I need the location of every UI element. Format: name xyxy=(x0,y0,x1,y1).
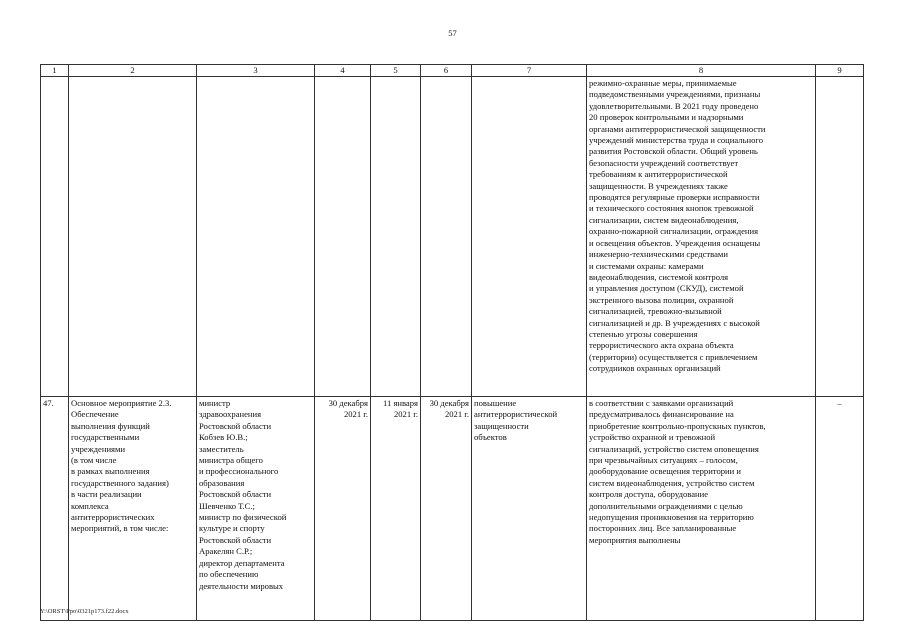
column-header: 6 xyxy=(421,65,472,77)
cell-execution-info: в соответствии с заявками организаций предусматривалось финансирование на приобретение контрольно-пропускных пунктов, устройство охранной и тревожной сигнализаций, устройство систем оповещения при чрезвычайных ситуациях – голосом, дооборудование освещения территории и систем видеонаблюдения, устройство систем контроля доступа, оборудование дополнительными ограждениями с целью недопущения проникновения на территорию посторонних лиц. Все запланированные мероприятия выполнены xyxy=(587,397,816,621)
cell-empty xyxy=(421,77,472,397)
cell-empty xyxy=(816,77,864,397)
cell-expected-result: повышение антитеррористической защищенности объектов xyxy=(472,397,587,621)
footer-file-path: Y:\ORST\Ppo\0321p173.f22.docx xyxy=(40,608,129,615)
column-header: 5 xyxy=(371,65,421,77)
column-header: 9 xyxy=(816,65,864,77)
cell-executors: министр здравоохранения Ростовской области Кобзев Ю.В.; заместитель министра общего и профессионального образования Ростовской области Шевченко Т.С.; министр по физической культуре и спорту Ростовской области Аракелян С.Р.; директор департамента по обеспечению деятельности мировых xyxy=(197,397,315,621)
cell-measure-name: Основное мероприятие 2.3. Обеспечение выполнения функций государственными учреждениями (в том числе в рамках выполнения государственного задания) в части реализации комплекса антитеррористических мероприятий, в том числе: xyxy=(69,397,197,621)
column-header: 2 xyxy=(69,65,197,77)
column-header: 7 xyxy=(472,65,587,77)
column-header: 8 xyxy=(587,65,816,77)
cell-planned-date: 30 декабря 2021 г. xyxy=(315,397,371,621)
table-row-47 xyxy=(41,397,864,621)
cell-actual-end-date: 30 декабря 2021 г. xyxy=(421,397,472,621)
cell-empty xyxy=(197,77,315,397)
cell-actual-start-date: 11 января 2021 г. xyxy=(371,397,421,621)
column-header: 1 xyxy=(41,65,69,77)
column-header: 4 xyxy=(315,65,371,77)
cell-empty xyxy=(472,77,587,397)
cell-empty xyxy=(371,77,421,397)
column-header: 3 xyxy=(197,65,315,77)
cell-empty xyxy=(315,77,371,397)
cell-execution-info-continued: режимно-охранные меры, принимаемые подведомственными учреждениями, признаны удовлетворительными. В 2021 году проведено 20 проверок контрольными и надзорными органами антитеррористической защищенности учреждений министерства труда и социального развития Ростовской области. Общий уровень безопасности учреждений соответствует требованиям к антитеррористической защищенности. В учреждениях также проводятся регулярные проверки исправности и технического состояния кнопок тревожной сигнализации, систем видеонаблюдения, охранно-пожарной сигнализации, ограждения и освещения объектов. Учреждения оснащены инженерно-техническими средствами и системами охраны: камерами видеонаблюдения, системой контроля и управления доступом (СКУД), системой экстренного вызова полиции, охранной сигнализацией, тревожно-вызывной сигнализацией и др. В учреждениях с высокой степенью угрозы совершения террористического акта охрана объекта (территории) осуществляется с привлечением сотрудников охранных организаций xyxy=(587,77,816,397)
cell-empty xyxy=(41,77,69,397)
report-table xyxy=(40,64,864,621)
table-row-continuation xyxy=(41,77,864,397)
table-header-row xyxy=(41,65,864,77)
cell-notes: – xyxy=(816,397,864,621)
cell-row-number: 47. xyxy=(41,397,69,621)
cell-empty xyxy=(69,77,197,397)
page-number: 57 xyxy=(448,28,457,38)
